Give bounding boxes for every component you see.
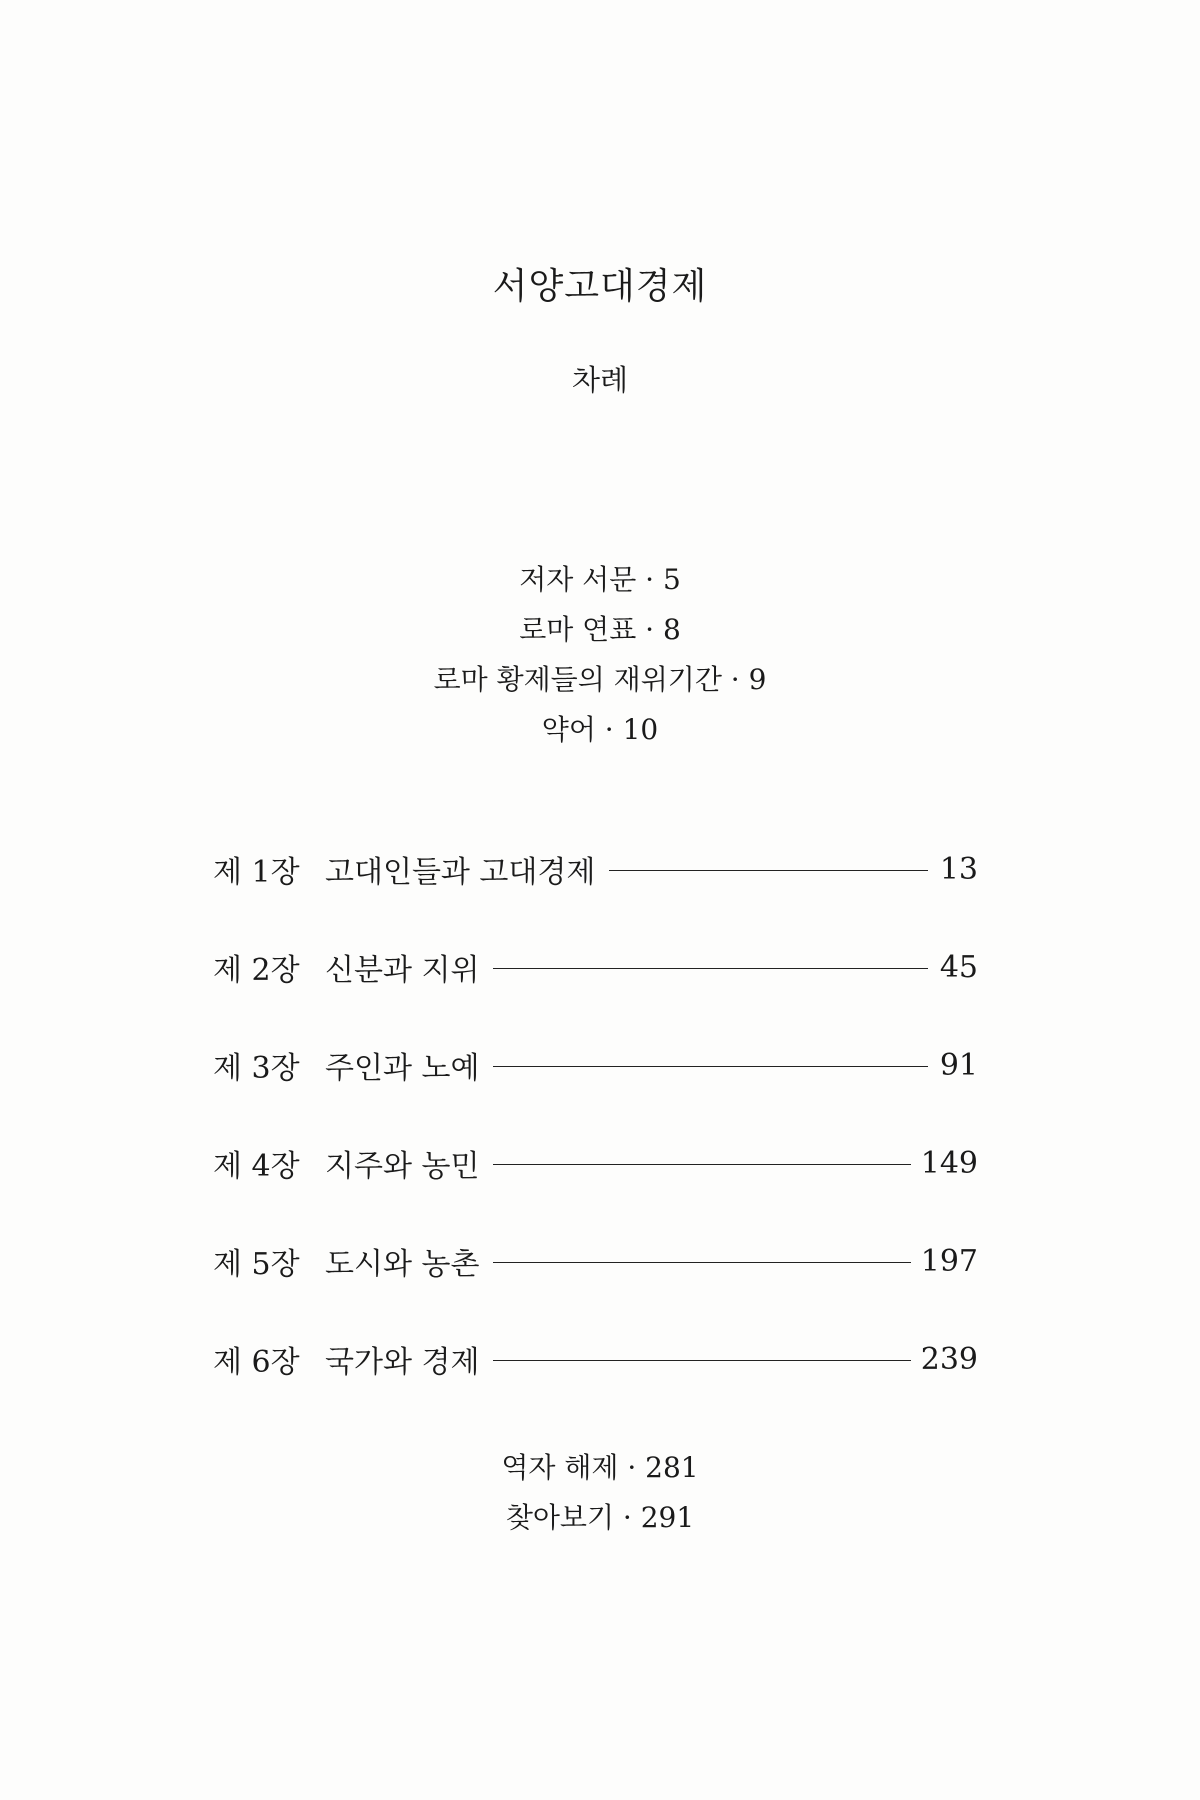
chapter-number: 제 1장: [213, 855, 300, 890]
leader-line: [493, 1360, 910, 1361]
front-matter-item-abbreviations: 약어 · 10: [541, 713, 659, 746]
leader-line: [609, 870, 928, 871]
chapter-title: 국가와 경제: [325, 1345, 480, 1380]
chapter-title: 신분과 지위: [325, 953, 480, 988]
chapter-title: 도시와 농촌: [325, 1247, 480, 1282]
front-matter-item-emperors: 로마 황제들의 재위기간 · 9: [433, 663, 767, 696]
leader-line: [493, 1262, 910, 1263]
front-matter-list: [0, 555, 1200, 755]
chapter-entry-5: [213, 1212, 978, 1310]
chapter-title: 주인과 노예: [325, 1051, 480, 1086]
front-matter-item-preface: 저자 서문 · 5: [519, 563, 681, 596]
chapter-entry-1: [213, 820, 978, 918]
chapter-entry-2: [213, 918, 978, 1016]
chapter-page: 91: [939, 1047, 978, 1083]
back-matter-list: [0, 1443, 1200, 1543]
chapter-number: 제 5장: [213, 1247, 300, 1282]
chapter-list: [213, 820, 978, 1408]
leader-line: [493, 1066, 928, 1067]
chapter-number: 제 6장: [213, 1345, 300, 1380]
leader-line: [493, 1164, 910, 1165]
leader-line: [493, 968, 928, 969]
chapter-number: 제 2장: [213, 953, 300, 988]
chapter-page: 197: [920, 1243, 978, 1279]
book-title: 서양고대경제: [492, 266, 708, 307]
chapter-page: 45: [939, 949, 978, 985]
chapter-number: 제 3장: [213, 1051, 300, 1086]
chapter-page: 13: [939, 851, 978, 887]
chapter-title: 지주와 농민: [325, 1149, 480, 1184]
chapter-title: 고대인들과 고대경제: [325, 855, 596, 890]
front-matter-item-chronology: 로마 연표 · 8: [519, 613, 681, 646]
back-matter-item-index: 찾아보기 · 291: [505, 1501, 695, 1534]
chapter-entry-6: [213, 1310, 978, 1408]
toc-heading: 차례: [571, 363, 629, 397]
back-matter-item-commentary: 역자 해제 · 281: [501, 1451, 699, 1484]
chapter-entry-3: [213, 1016, 978, 1114]
chapter-entry-4: [213, 1114, 978, 1212]
chapter-number: 제 4장: [213, 1149, 300, 1184]
chapter-page: 239: [920, 1341, 978, 1377]
chapter-page: 149: [920, 1145, 978, 1181]
